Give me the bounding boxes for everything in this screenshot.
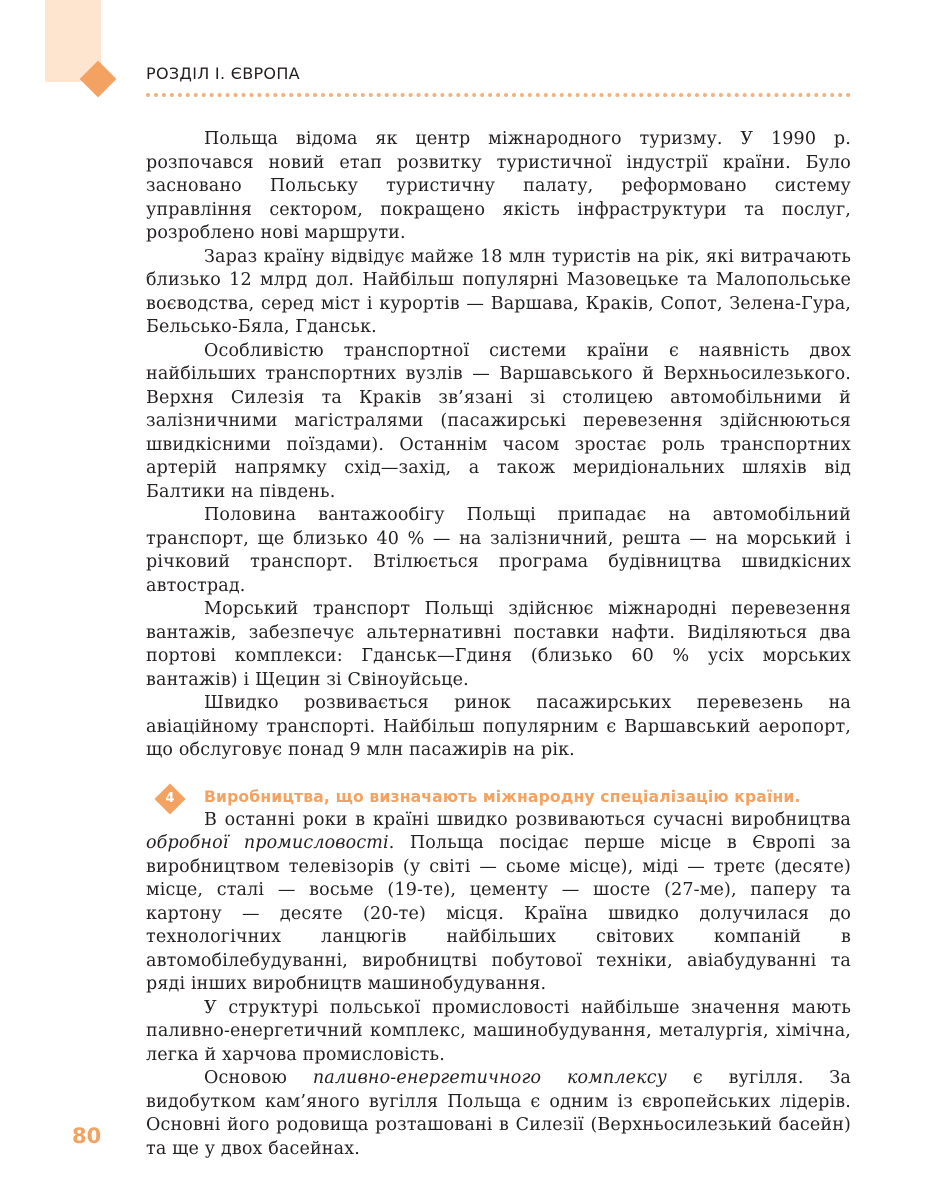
section-number: 4: [165, 790, 175, 806]
page-body: [146, 128, 851, 1161]
italic-term: обробної промисловості: [146, 833, 389, 853]
paragraph-energy: Основою паливно-енергетичного комплексу є вугілля. За видобутком кам’яного вугілля Польща є одним із європейських лідерів. Основні його родовища розташовані в Силезії (Верхньосилезький басейн) та ще у двох басейнах.: [146, 1068, 852, 1159]
running-header: РОЗДІЛ І. ЄВРОПА: [146, 64, 300, 83]
header-dotted-rule: [146, 93, 851, 97]
paragraph-industry-structure: У структурі польської промисловості найбільше значення мають паливно-енергетичний комплекс, машинобудування, металургія, хімічна, легка й харчова промисловість.: [146, 997, 851, 1065]
paragraph-freight: Половина вантажообігу Польщі припадає на автомобільний транспорт, ще близько 40 % — на залізничний, решта — на морський і річковий транспорт. Втілюється програма будівництва швидкісних автострад.: [146, 505, 851, 596]
paragraph-aviation: Швидко розвивається ринок пасажирських перевезень на авіаційному транспорті. Найбільш популярним є Варшавський аеропорт, що обслуговує понад 9 млн пасажирів на рік.: [146, 693, 851, 760]
paragraph-tourism: Польща відома як центр міжнародного туризму. У 1990 р. розпочався новий етап розвитку туристичної індустрії країни. Було засновано Польську туристичну палату, реформовано систему управління сектором, покращено якість інфраструктури та послуг, розроблено нові маршрути.: [146, 129, 851, 243]
paragraph-manufacturing: В останні роки в країні швидко розвиваються сучасні виробництва обробної промисловості. Польща посідає перше місце в Європі за виробництвом телевізорів (у світі — сьоме місце), міді — третє (десяте) місце, сталі — восьме (19-те), цементу — шосте (27-ме), паперу та картону — десяте (20-те) місця. Країна швидко долучилася до технологічних ланцюгів найбільших світових компаній в автомобілебудуванні, виробництві побутової техніки, авіабудуванні та ряді інших виробництв машинобудування.: [146, 809, 851, 994]
italic-term: паливно-енергетичного комплексу: [312, 1068, 667, 1088]
section-heading: [146, 785, 851, 809]
page-number: 80: [72, 1124, 102, 1148]
paragraph-maritime: Морський транспорт Польщі здійснює міжнародні перевезення вантажів, забезпечує альтернативні поставки нафти. Виділяються два портові комплекси: Гданськ—Гдиня (близько 60 % усіх морських вантажів) і Щецин зі Свіноуйсьце.: [146, 599, 851, 690]
paragraph-transport-hubs: Особливістю транспортної системи країни є наявність двох найбільших транспортних вузлів — Варшавського й Верхньосилезького. Верхня Силезія та Краків зв’язані зі столицею автомобільними й залізничними магістралями (пасажирські перевезення здійснюються швидкісними поїздами). Останнім часом зростає роль транспортних артерій напрямку схід—захід, а також меридіональних шляхів від Балтики на південь.: [146, 340, 851, 502]
section-title: Виробництва, що визначають міжнародну спеціалізацію країни.: [204, 787, 801, 806]
paragraph-tourists: Зараз країну відвідує майже 18 млн туристів на рік, які витрачають близько 12 млрд дол. Найбільш популярні Мазовецьке та Малопольське воєводства, серед міст і курортів — Варшава, Краків, Сопот, Зелена-Гура, Бельсько-Бяла, Гданськ.: [146, 246, 851, 337]
